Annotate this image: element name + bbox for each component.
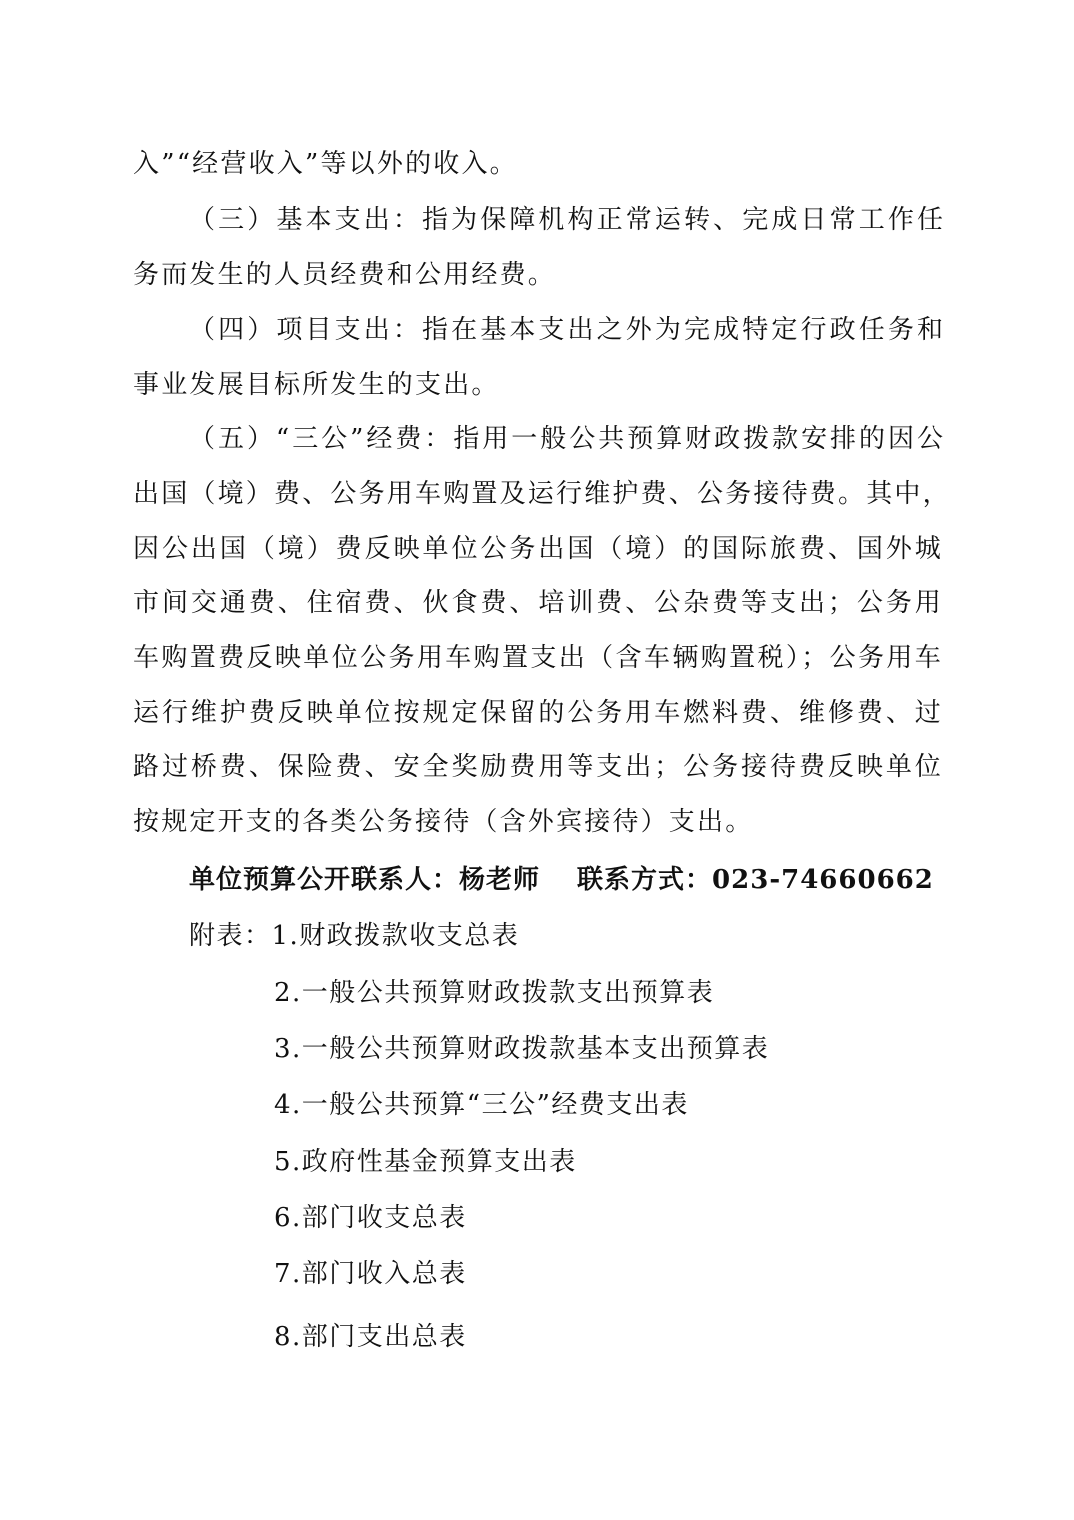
- appendix-item: 7.部门收入总表: [274, 1259, 467, 1289]
- paragraph-three-public-line-2: 出国（境）费、公务用车购置及运行维护费、公务接待费。其中，: [133, 479, 951, 509]
- appendix-item: 5.政府性基金预算支出表: [274, 1147, 577, 1177]
- paragraph-basic-expenditure-line-1: （三）基本支出：指为保障机构正常运转、完成日常工作任: [189, 205, 943, 235]
- appendix-item: 4.一般公共预算“三公”经费支出表: [274, 1090, 689, 1120]
- paragraph-three-public-line-5: 车购置费反映单位公务用车购置支出（含车辆购置税）；公务用车: [133, 643, 943, 673]
- appendix-item: 3.一般公共预算财政拨款基本支出预算表: [274, 1034, 770, 1064]
- appendix-heading: 附表：1.财政拨款收支总表: [189, 921, 520, 951]
- appendix-item: 8.部门支出总表: [274, 1322, 467, 1352]
- paragraph-three-public-line-7: 路过桥费、保险费、安全奖励费用等支出；公务接待费反映单位: [133, 752, 943, 782]
- paragraph-project-expenditure-line-2: 事业发展目标所发生的支出。: [133, 370, 500, 400]
- appendix-item: 6.部门收支总表: [274, 1203, 467, 1233]
- paragraph-basic-expenditure-line-2: 务而发生的人员经费和公用经费。: [133, 260, 557, 290]
- paragraph-three-public-line-6: 运行维护费反映单位按规定保留的公务用车燃料费、维修费、过: [133, 698, 943, 728]
- paragraph-continuation-line: 入”“经营收入”等以外的收入。: [133, 149, 518, 179]
- contact-info: 单位预算公开联系人：杨老师 联系方式：023-74660662: [189, 865, 934, 895]
- paragraph-three-public-line-4: 市间交通费、住宿费、伙食费、培训费、公杂费等支出；公务用: [133, 588, 943, 618]
- appendix-item: 2.一般公共预算财政拨款支出预算表: [274, 978, 715, 1008]
- paragraph-three-public-line-8: 按规定开支的各类公务接待（含外宾接待）支出。: [133, 807, 754, 837]
- paragraph-project-expenditure-line-1: （四）项目支出：指在基本支出之外为完成特定行政任务和: [189, 315, 943, 345]
- paragraph-three-public-line-3: 因公出国（境）费反映单位公务出国（境）的国际旅费、国外城: [133, 534, 943, 564]
- paragraph-three-public-line-1: （五）“三公”经费：指用一般公共预算财政拨款安排的因公: [189, 424, 943, 454]
